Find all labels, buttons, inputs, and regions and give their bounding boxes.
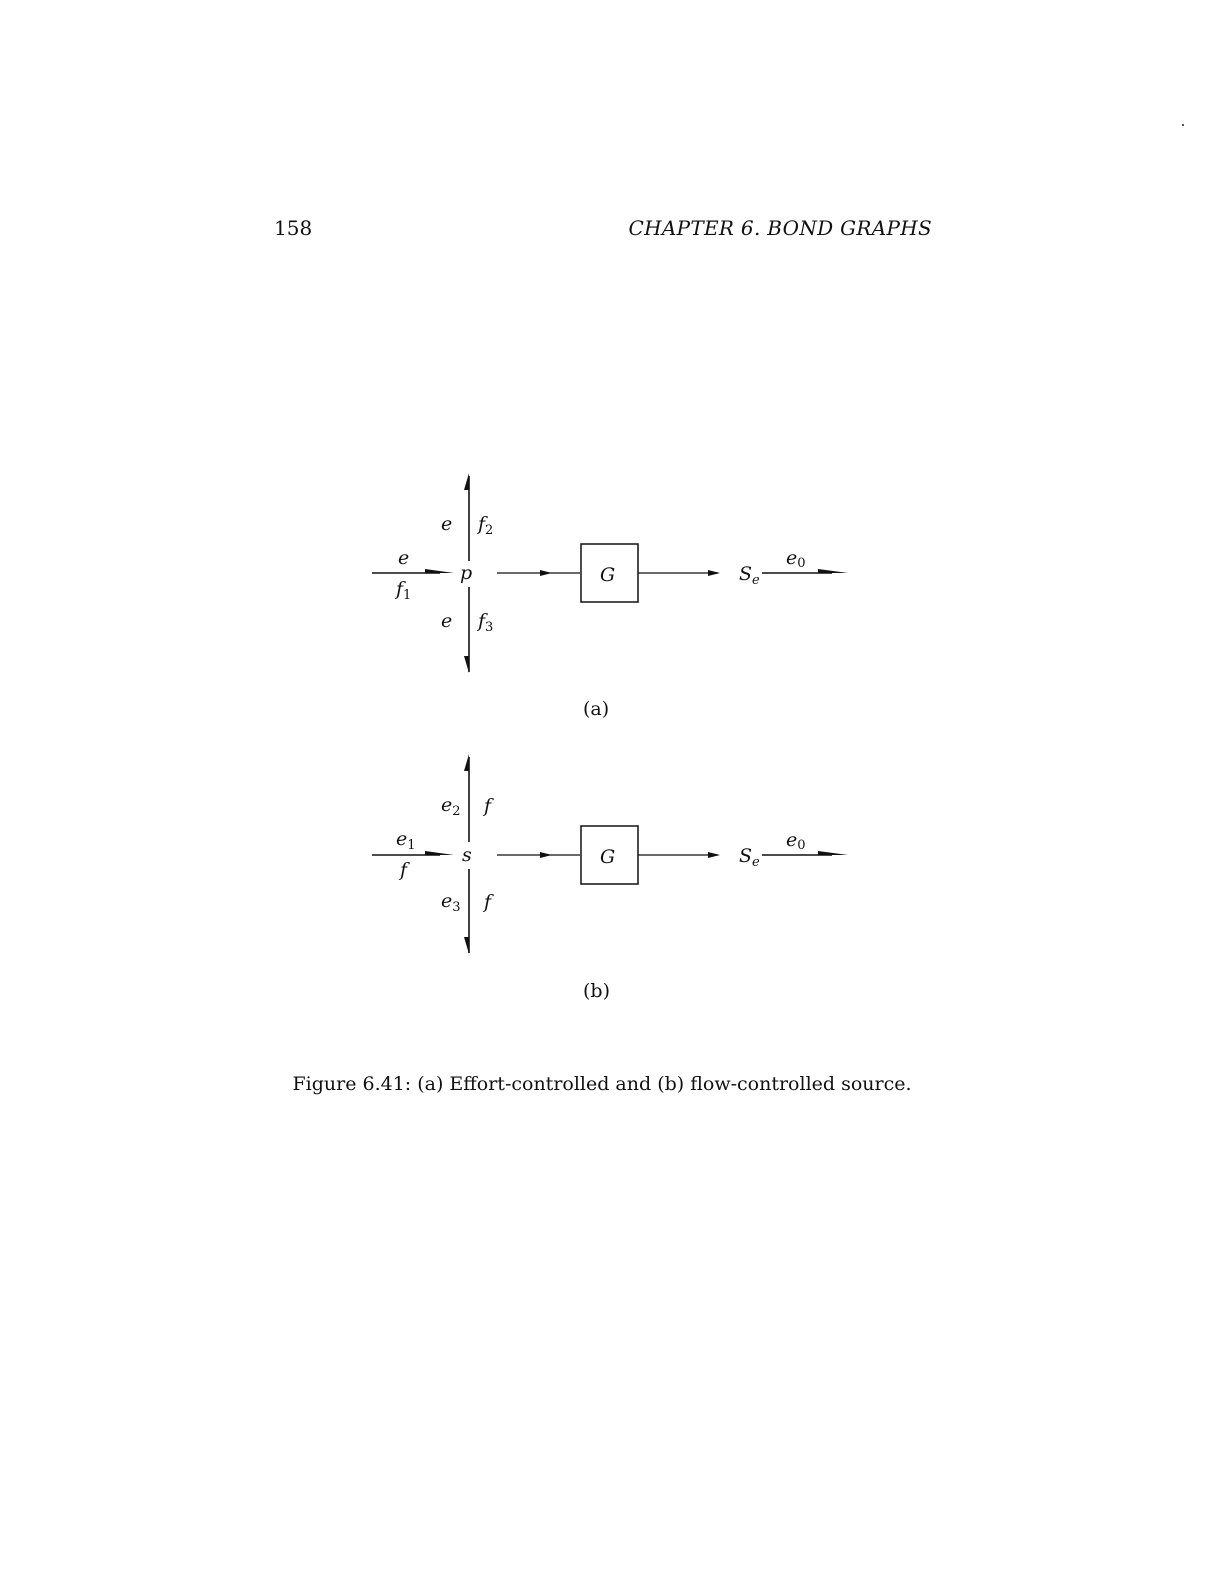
b-source: $S_e$ [739,845,760,870]
a-out-effort: e0 [786,547,806,571]
a-down-flow: $f_3$ [478,610,494,635]
panel-a-label: (a) [583,698,610,720]
a-signal-arrowhead-2 [708,570,720,576]
a-up-effort: e [441,513,453,535]
a-input-half-arrow [425,569,454,573]
b-output-half-arrow [818,851,848,855]
b-up-flow: f [484,795,492,817]
b-in-flow: f [400,859,408,881]
a-g-label: G [600,564,616,586]
a-in-flow: $f_1$ [396,578,412,603]
b-down-flow: f [484,891,492,913]
b-signal-arrowhead [540,852,552,858]
b-in-effort: $e_1$ [396,828,416,853]
a-signal-arrowhead [540,570,552,576]
b-up-effort: $e_2$ [441,794,461,819]
panel-b-label: (b) [583,980,610,1002]
a-up-flow: $f_2$ [478,513,494,538]
a-junction: p [460,562,473,584]
figure-caption: Figure 6.41: (a) Effort-controlled and (b) flow-controlled source. [292,1073,912,1095]
b-input-half-arrow [425,851,454,855]
a-output-half-arrow [818,569,848,573]
running-head: CHAPTER 6. BOND GRAPHS [628,216,932,240]
page-number: 158 [274,216,313,240]
a-source: $S_e$ [739,563,760,588]
b-signal-arrowhead-2 [708,852,720,858]
a-down-effort: e [441,610,453,632]
b-g-label: G [600,846,616,868]
b-up-half-arrow [464,754,469,771]
b-out-effort: e0 [786,829,806,853]
b-junction: s [462,844,472,866]
b-down-effort: $e_3$ [441,890,461,915]
a-in-effort: e [398,547,410,569]
a-up-half-arrow [464,473,469,490]
